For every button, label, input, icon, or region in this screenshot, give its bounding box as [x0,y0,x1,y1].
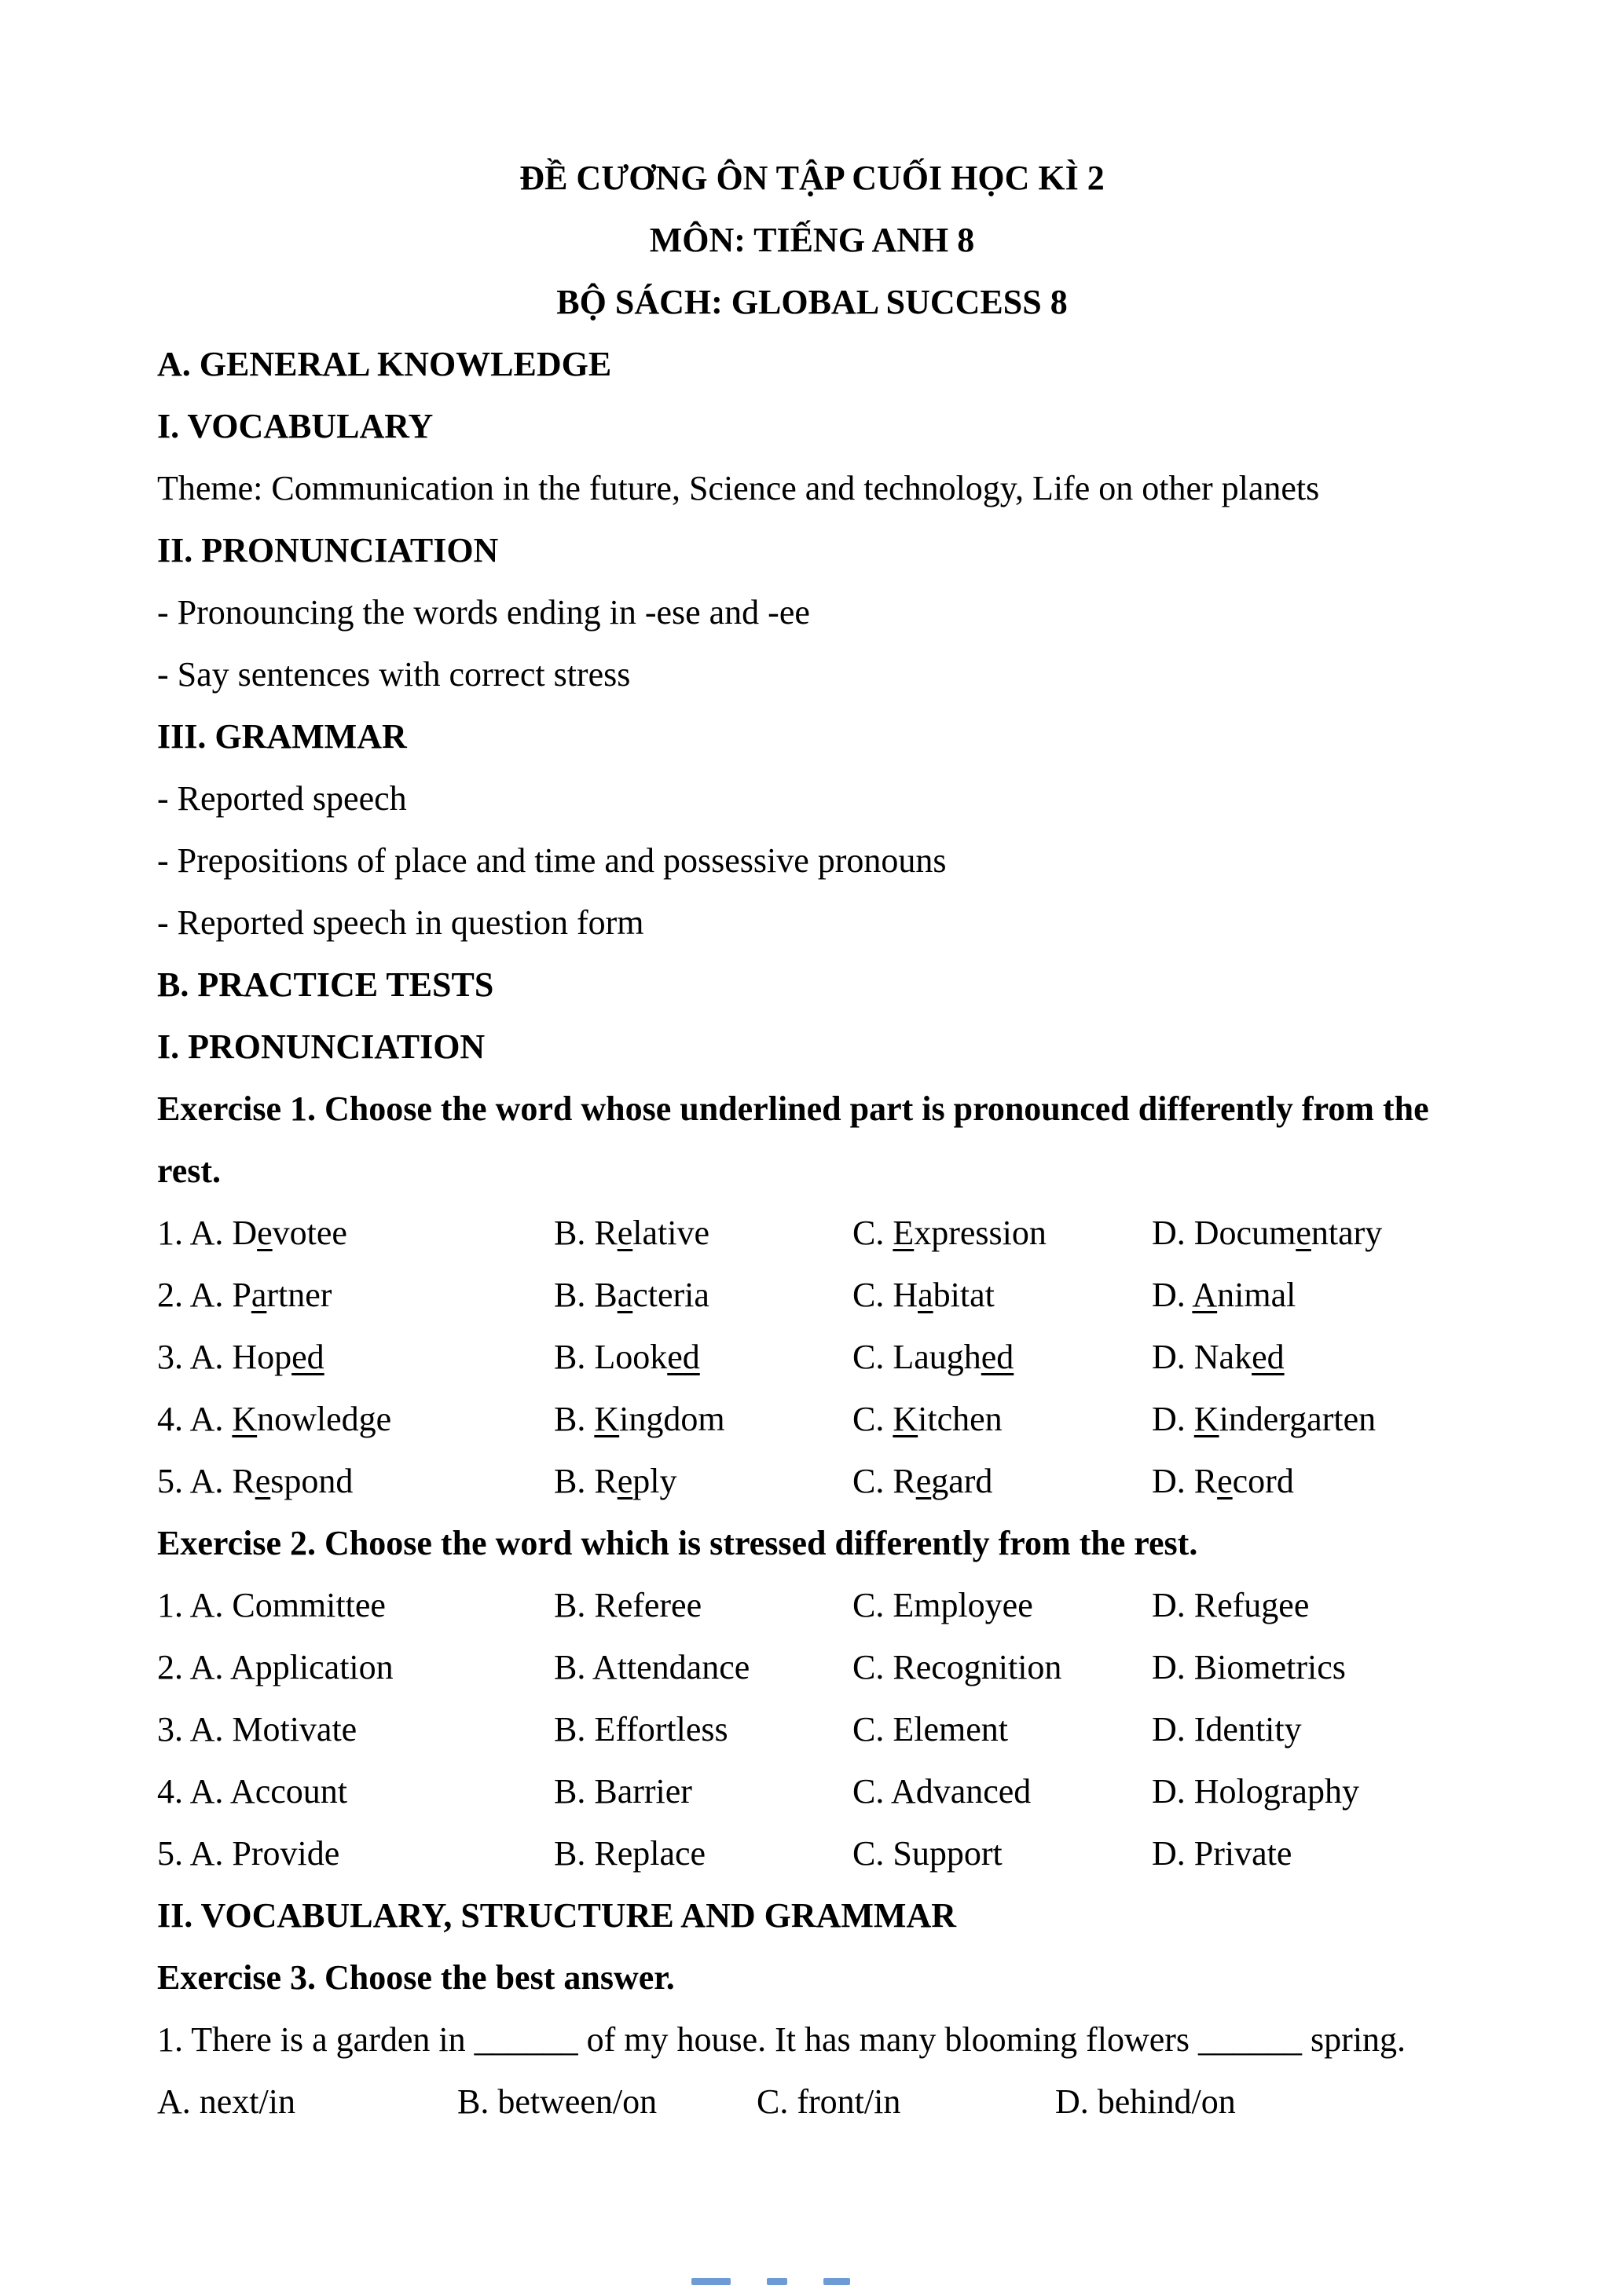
underlined-part: e [617,1462,633,1500]
exercise3-option: C. front/in [757,2082,901,2121]
exercise3-option: A. next/in [157,2082,295,2121]
exercise2-row [157,1822,1467,1884]
exercise2-option: B. Barrier [554,1772,692,1811]
footer-watermark [691,2278,850,2285]
underlined-part: a [918,1276,933,1314]
exercise3-option: B. between/on [457,2082,658,2121]
exercise1-option: 5. A. Respond [157,1462,354,1500]
exercise1-row [157,1326,1467,1388]
section-heading-general-knowledge: A. GENERAL KNOWLEDGE [157,345,612,383]
exercise1-option: B. Relative [554,1214,709,1252]
footer-watermark-mark [691,2278,731,2285]
footer-watermark-mark [767,2278,787,2285]
exercise2-option: C. Support [852,1834,1003,1873]
pronunciation-point: - Pronouncing the words ending in -ese and -ee [157,593,810,632]
exercise3-options-row [157,2071,1467,2133]
exercise3-question: 1. There is a garden in ______ of my house. It has many blooming flowers ______ spring. [157,2020,1406,2059]
underlined-part: a [617,1276,633,1314]
exercise1-option: 2. A. Partner [157,1276,332,1314]
underlined-part: K [232,1400,258,1438]
document-subtitle-subject: MÔN: TIẾNG ANH 8 [649,221,975,259]
exercise2-option: D. Identity [1152,1710,1302,1749]
vocabulary-theme-text: Theme: Communication in the future, Science and technology, Life on other planets [157,469,1320,507]
underlined-part: A [1192,1276,1218,1314]
exercise1-row [157,1388,1467,1450]
exercise2-rows [157,1574,1467,1884]
exercise3-title: Exercise 3. Choose the best answer. [157,1958,675,1997]
document-title-block [157,147,1467,333]
footer-watermark-mark [823,2278,850,2285]
underlined-part: e [617,1214,633,1252]
exercise1-option: C. Kitchen [852,1400,1003,1438]
exercise1-option: B. Reply [554,1462,677,1500]
exercise2-option: C. Element [852,1710,1008,1749]
exercise2-option: 2. A. Application [157,1648,394,1686]
document-subtitle-book: BỘ SÁCH: GLOBAL SUCCESS 8 [556,283,1068,321]
exercise2-row [157,1760,1467,1822]
exercise2-option: D. Holography [1152,1772,1359,1811]
exercise2-option: B. Replace [554,1834,706,1873]
document-title: ĐỀ CƯƠNG ÔN TẬP CUỐI HỌC KÌ 2 [519,159,1105,197]
grammar-point: - Prepositions of place and time and possessive pronouns [157,841,947,880]
exercise2-option: 5. A. Provide [157,1834,340,1873]
exercise3-option: D. behind/on [1055,2082,1236,2121]
grammar-point: - Reported speech [157,779,407,818]
grammar-point: - Reported speech in question form [157,903,644,942]
exercise2-option: D. Private [1152,1834,1292,1873]
subsection-pronunciation-heading: II. PRONUNCIATION [157,531,499,569]
underlined-part: a [251,1276,267,1314]
exercise1-rows [157,1202,1467,1512]
exercise2-row [157,1636,1467,1698]
underlined-part: e [1217,1462,1233,1500]
exercise1-option: D. Animal [1152,1276,1296,1314]
exercise1-option: B. Bacteria [554,1276,709,1314]
section-heading-practice-tests: B. PRACTICE TESTS [157,965,494,1004]
exercise3-options [157,2071,1467,2133]
underlined-part: ed [667,1338,700,1376]
exercise1-option: 4. A. Knowledge [157,1400,392,1438]
underlined-part: ed [1252,1338,1285,1376]
exercise1-option: 1. A. Devotee [157,1214,347,1252]
exercise2-option: B. Attendance [554,1648,750,1686]
underlined-part: ed [291,1338,324,1376]
exercise1-option: C. Habitat [852,1276,995,1314]
exercise2-row [157,1574,1467,1636]
exercise1-title: Exercise 1. Choose the word whose underlined part is pronounced differently from the rest. [157,1089,1429,1190]
exercise1-option: C. Regard [852,1462,993,1500]
underlined-part: K [594,1400,620,1438]
exercise1-option: D. Record [1152,1462,1294,1500]
exercise1-row [157,1264,1467,1326]
exercise2-option: B. Effortless [554,1710,728,1749]
practice-pronunciation-heading: I. PRONUNCIATION [157,1027,486,1066]
exercise2-option: B. Referee [554,1586,702,1624]
exercise2-option: D. Biometrics [1152,1648,1346,1686]
exercise2-option: C. Recognition [852,1648,1062,1686]
exercise1-row [157,1450,1467,1512]
underlined-part: e [255,1462,271,1500]
exercise1-option: D. Naked [1152,1338,1285,1376]
underlined-part: K [893,1400,918,1438]
pronunciation-point: - Say sentences with correct stress [157,655,631,694]
exercise1-option: B. Looked [554,1338,700,1376]
exercise2-row [157,1698,1467,1760]
underlined-part: E [893,1214,915,1252]
exercise1-option: B. Kingdom [554,1400,725,1438]
exercise2-option: 1. A. Committee [157,1586,386,1624]
subsection-vocab-structure-grammar-heading: II. VOCABULARY, STRUCTURE AND GRAMMAR [157,1896,957,1935]
subsection-grammar-heading: III. GRAMMAR [157,717,407,756]
subsection-vocabulary-heading: I. VOCABULARY [157,407,434,445]
underlined-part: e [257,1214,273,1252]
exercise1-row [157,1202,1467,1264]
underlined-part: K [1193,1400,1219,1438]
exercise1-option: C. Laughed [852,1338,1014,1376]
exercise2-option: 4. A. Account [157,1772,347,1811]
exercise2-option: 3. A. Motivate [157,1710,357,1749]
exercise1-option: D. Kindergarten [1152,1400,1377,1438]
exercise1-option: C. Expression [852,1214,1047,1252]
exercise1-option: 3. A. Hoped [157,1338,324,1376]
exercise2-title: Exercise 2. Choose the word which is stressed differently from the rest. [157,1524,1198,1562]
exercise2-option: C. Advanced [852,1772,1032,1811]
exercise1-option: D. Documentary [1152,1214,1383,1252]
exercise2-option: D. Refugee [1152,1586,1310,1624]
underlined-part: e [915,1462,932,1500]
exercise2-option: C. Employee [852,1586,1033,1624]
underlined-part: e [1296,1214,1311,1252]
underlined-part: ed [981,1338,1014,1376]
